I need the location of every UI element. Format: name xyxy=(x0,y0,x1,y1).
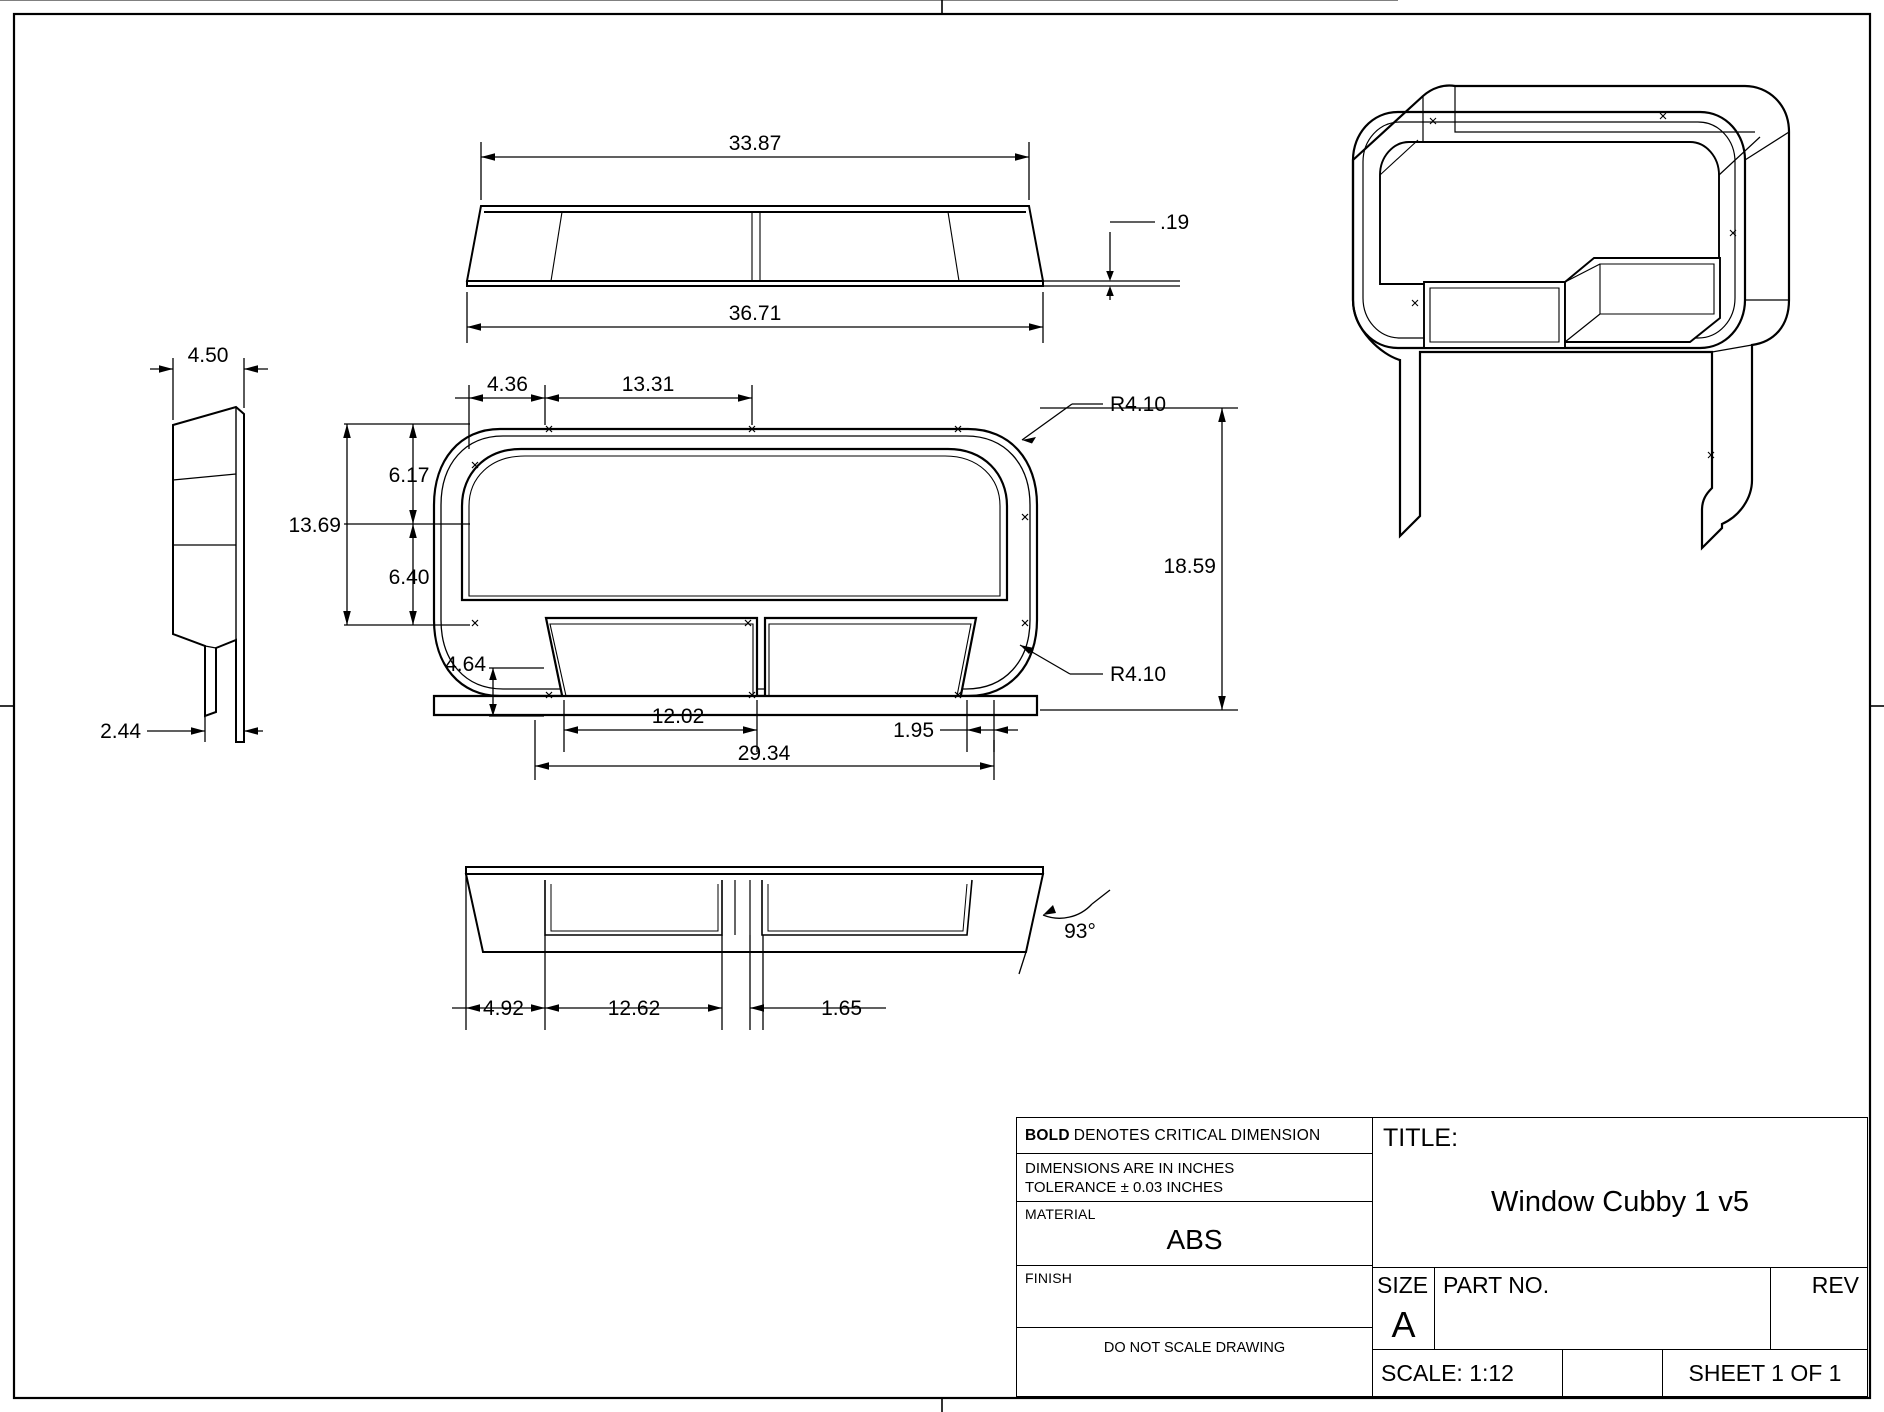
material-value: ABS xyxy=(1166,1224,1223,1255)
size-cell xyxy=(1373,1268,1435,1349)
dimensions-note-line1: DIMENSIONS ARE IN INCHES xyxy=(1025,1160,1235,1177)
part-no-cell xyxy=(1435,1268,1771,1349)
dim-label-front-inner-width: 29.34 xyxy=(737,742,791,765)
dim-side-bottom xyxy=(147,716,263,742)
left-side-view xyxy=(173,407,244,742)
title-block-left-column xyxy=(1017,1118,1373,1396)
finish-cell xyxy=(1017,1266,1372,1328)
dimensions-note xyxy=(1017,1154,1372,1202)
dim-radius-bottom-right xyxy=(1020,645,1103,674)
dim-label-front-offset-left: 4.36 xyxy=(487,373,528,396)
scale-spacer xyxy=(1563,1350,1663,1396)
scale-row xyxy=(1373,1350,1867,1396)
size-value: A xyxy=(1391,1304,1416,1345)
critical-dimension-note xyxy=(1017,1118,1372,1154)
sheet-label: SHEET 1 OF 1 xyxy=(1688,1359,1842,1386)
size-label: SIZE xyxy=(1377,1272,1429,1298)
title-value: Window Cubby 1 v5 xyxy=(1491,1186,1749,1218)
dim-label-top-thickness: .19 xyxy=(1160,211,1190,234)
top-view xyxy=(467,206,1043,286)
dim-label-front-pocket-gap: 1.95 xyxy=(893,719,934,742)
dim-label-front-upper-height: 6.17 xyxy=(388,464,430,487)
dim-label-front-lower-height: 6.40 xyxy=(388,566,430,589)
title-block-right-column xyxy=(1373,1118,1867,1396)
rev-cell xyxy=(1771,1268,1867,1349)
dim-label-bottom-angle: 93° xyxy=(1064,920,1096,943)
finish-label: FINISH xyxy=(1025,1270,1073,1286)
dim-label-radius-bottom-right: R4.10 xyxy=(1110,663,1167,686)
title-block xyxy=(1016,1117,1868,1397)
dim-label-side-bottom: 2.44 xyxy=(100,720,141,743)
dim-label-front-overall-height: 18.59 xyxy=(1163,555,1216,578)
material-label: MATERIAL xyxy=(1025,1206,1096,1222)
rev-label: REV xyxy=(1811,1272,1859,1298)
dim-label-front-divider-span: 13.31 xyxy=(621,373,675,396)
dim-label-bottom-offset-left: 4.92 xyxy=(483,997,524,1020)
part-row xyxy=(1373,1268,1867,1350)
dim-radius-top-right xyxy=(1022,404,1103,444)
dim-label-front-total-height: 13.69 xyxy=(288,514,341,537)
dim-label-front-pocket-width: 12.02 xyxy=(651,705,705,728)
bottom-view xyxy=(466,867,1043,952)
dim-label-bottom-pocket-gap: 1.65 xyxy=(821,997,862,1020)
part-no-label: PART NO. xyxy=(1443,1272,1550,1298)
title-label: TITLE: xyxy=(1383,1124,1459,1152)
do-not-scale-note: DO NOT SCALE DRAWING xyxy=(1103,1340,1286,1356)
front-view xyxy=(434,426,1037,715)
dim-label-front-base-offset: 4.64 xyxy=(445,653,486,676)
scale-label: SCALE: 1:12 xyxy=(1373,1350,1563,1396)
dim-label-bottom-pocket-width: 12.62 xyxy=(607,997,661,1020)
dim-label-top-overall-upper: 33.87 xyxy=(728,132,782,155)
dimensions-note-line2: TOLERANCE ± 0.03 INCHES xyxy=(1025,1178,1224,1196)
critical-dimension-note-rest: DENOTES CRITICAL DIMENSION xyxy=(1073,1126,1321,1144)
title-cell xyxy=(1373,1118,1867,1268)
critical-dimension-note-bold: BOLD xyxy=(1025,1126,1070,1144)
dim-label-radius-top-right: R4.10 xyxy=(1110,393,1167,416)
dim-label-top-overall-lower: 36.71 xyxy=(728,302,782,325)
material-cell xyxy=(1017,1202,1372,1266)
dim-side-depth xyxy=(150,358,268,420)
dim-label-side-depth: 4.50 xyxy=(187,344,229,367)
